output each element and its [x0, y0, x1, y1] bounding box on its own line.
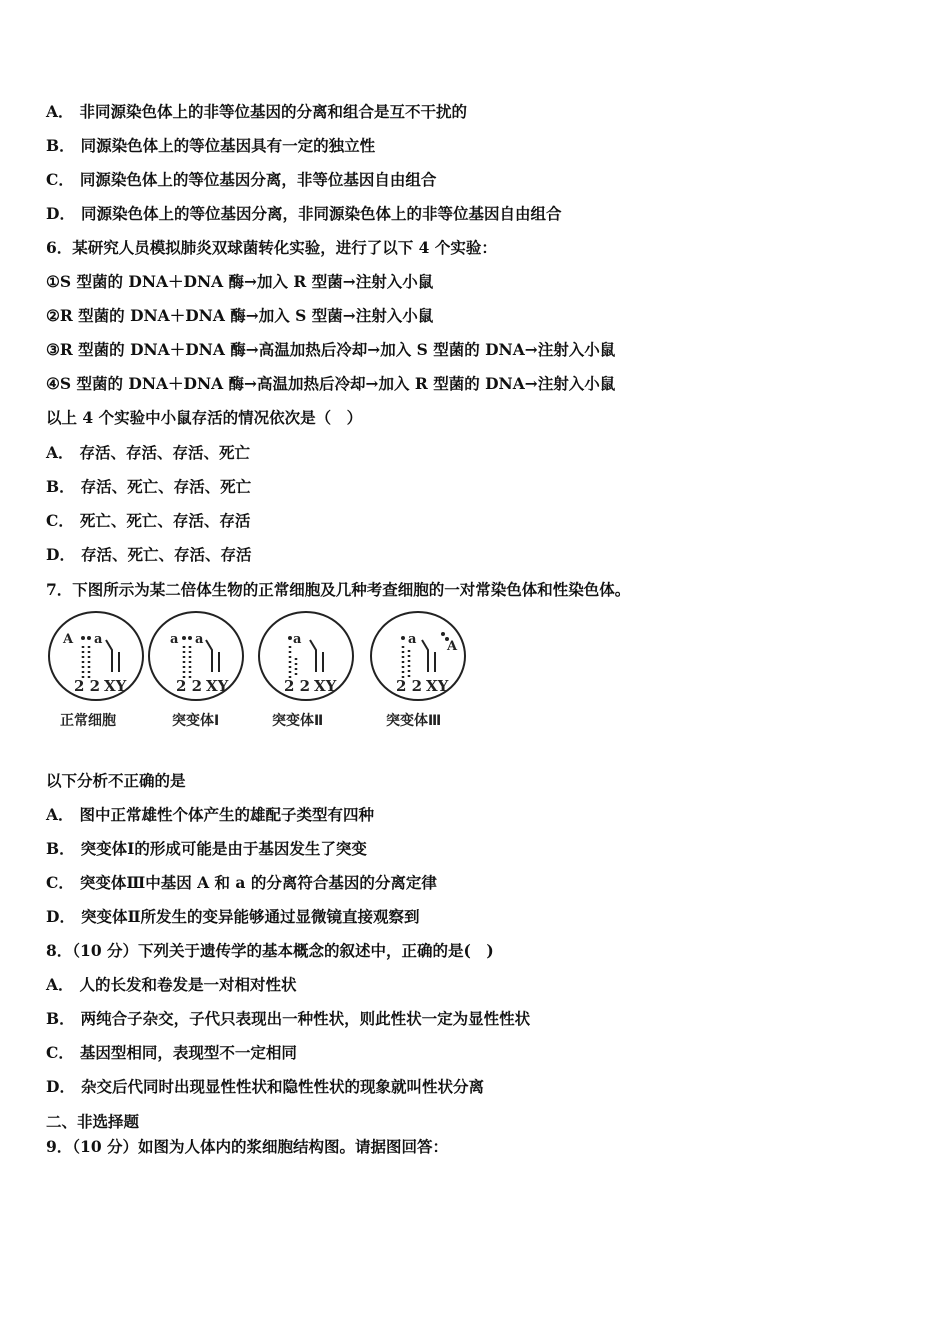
q6-option-b: B． 存活、死亡、存活、死亡 [46, 477, 252, 496]
q6-option-d: D． 存活、死亡、存活、存活 [46, 545, 252, 564]
q6-stem: 6．某研究人员模拟肺炎双球菌转化实验，进行了以下 4 个实验： [46, 238, 497, 257]
q6-experiment-4: ④S 型菌的 DNA＋DNA 酶→高温加热后冷却→加入 R 型菌的 DNA→注射入小鼠 [46, 374, 616, 393]
q7-option-c: C． 突变体Ⅲ中基因 A 和 a 的分离符合基因的分离定律 [46, 873, 437, 892]
q8-option-d: D． 杂交后代同时出现显性性状和隐性性状的现象就叫性状分离 [46, 1077, 484, 1096]
sex-chromosome-label: XY [206, 677, 229, 695]
q5-option-c: C． 同源染色体上的等位基因分离，非等位基因自由组合 [46, 170, 437, 189]
caption: 正常细胞 [60, 713, 116, 729]
q7-stem: 7．下图所示为某二倍体生物的正常细胞及几种考查细胞的一对常染色体和性染色体。 [46, 580, 631, 599]
gene-label: a [195, 632, 204, 647]
cell-normal [49, 612, 143, 729]
q7-option-b: B． 突变体Ⅰ的形成可能是由于基因发生了突变 [46, 839, 367, 858]
caption: 突变体Ⅲ [386, 713, 442, 729]
q7-cell-figure [46, 606, 476, 736]
gene-label: a [408, 632, 417, 647]
q7-question: 以下分析不正确的是 [46, 771, 186, 790]
gene-label: a [293, 632, 302, 647]
sex-chromosome-label: XY [426, 677, 449, 695]
q8-stem: 8．（10 分）下列关于遗传学的基本概念的叙述中，正确的是( ) [46, 941, 494, 960]
autosome-label: 2 2 [74, 677, 101, 695]
q5-option-d: D． 同源染色体上的等位基因分离，非同源染色体上的非等位基因自由组合 [46, 204, 562, 223]
autosome-label: 2 2 [284, 677, 311, 695]
q6-question: 以上 4 个实验中小鼠存活的情况依次是（ ） [46, 408, 363, 427]
q6-experiment-3: ③R 型菌的 DNA＋DNA 酶→高温加热后冷却→加入 S 型菌的 DNA→注射入小鼠 [46, 340, 616, 359]
gene-label: a [170, 632, 179, 647]
sex-chromosome-label: XY [104, 677, 127, 695]
q7-option-d: D． 突变体Ⅱ所发生的变异能够通过显微镜直接观察到 [46, 907, 420, 926]
gene-label: A [63, 632, 74, 647]
gene-label: A [447, 639, 458, 654]
q5-option-a: A． 非同源染色体上的非等位基因的分离和组合是互不干扰的 [46, 102, 468, 121]
autosome-label: 2 2 [396, 677, 423, 695]
q8-option-a: A． 人的长发和卷发是一对相对性状 [46, 975, 297, 994]
sex-chromosome-label: XY [314, 677, 337, 695]
q8-option-c: C． 基因型相同，表现型不一定相同 [46, 1043, 297, 1062]
q7-option-a: A． 图中正常雄性个体产生的雄配子类型有四种 [46, 805, 375, 824]
q5-option-b: B． 同源染色体上的等位基因具有一定的独立性 [46, 136, 376, 155]
section-heading: 二、非选择题 [46, 1112, 140, 1131]
q8-option-b: B． 两纯合子杂交，子代只表现出一种性状，则此性状一定为显性性状 [46, 1009, 531, 1028]
q6-option-c: C． 死亡、死亡、存活、存活 [46, 511, 251, 530]
caption: 突变体Ⅰ [172, 713, 220, 729]
cell-mutant-3 [371, 612, 465, 729]
cell-mutant-1 [149, 612, 243, 729]
cell-diagram [46, 606, 476, 736]
q6-experiment-1: ①S 型菌的 DNA＋DNA 酶→加入 R 型菌→注射入小鼠 [46, 272, 434, 291]
q6-option-a: A． 存活、存活、存活、死亡 [46, 443, 251, 462]
cell-mutant-2 [259, 612, 353, 729]
autosome-label: 2 2 [176, 677, 203, 695]
gene-label: a [94, 632, 103, 647]
q9-stem: 9．（10 分）如图为人体内的浆细胞结构图。请据图回答： [46, 1137, 449, 1156]
q6-experiment-2: ②R 型菌的 DNA＋DNA 酶→加入 S 型菌→注射入小鼠 [46, 306, 434, 325]
caption: 突变体Ⅱ [272, 713, 324, 729]
